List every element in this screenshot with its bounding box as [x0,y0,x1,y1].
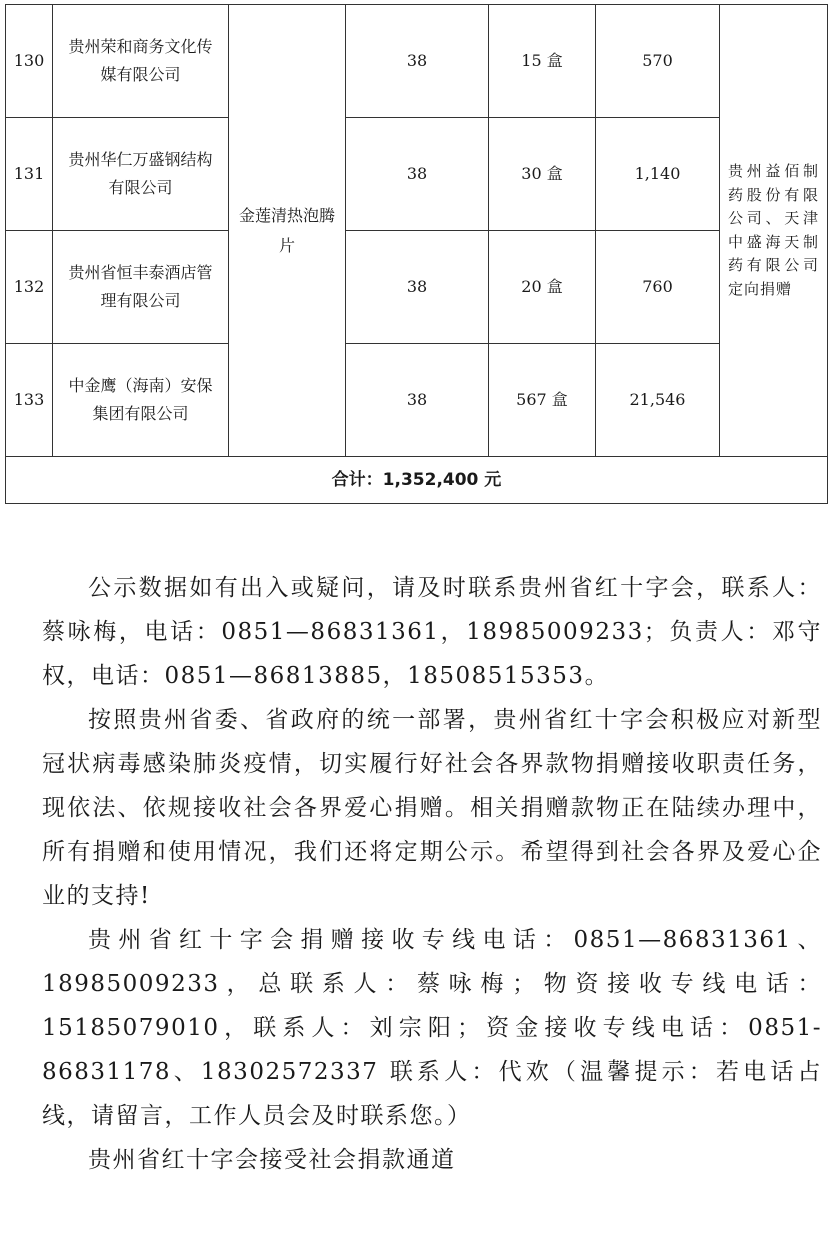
table-row [6,344,828,457]
policy-paragraph: 按照贵州省委、省政府的统一部署，贵州省红十字会积极应对新型冠状病毒感染肺炎疫情，切实履行好社会各界款物捐赠接收职责任务，现依法、依规接收社会各界爱心捐赠。相关捐赠款物正在陆续办理中，所有捐赠和使用情况，我们还将定期公示。希望得到社会各界及爱心企业的支持! [42,707,822,909]
unit-price: 38 [346,5,489,118]
contact-paragraph: 公示数据如有出入或疑问，请及时联系贵州省红十字会，联系人：蔡咏梅，电话：0851—86831361，18985009233；负责人：邓守权，电话：0851—86813885，18508515353。 [42,575,822,689]
donation-table [5,4,828,504]
donor-name: 贵州荣和商务文化传媒有限公司 [53,5,229,118]
unit-price: 38 [346,231,489,344]
donor-name: 贵州省恒丰泰酒店管理有限公司 [53,231,229,344]
hotline-paragraph: 贵州省红十字会捐赠接收专线电话：0851—86831361、18985009233，总联系人：蔡咏梅；物资接收专线电话：15185079010，联系人：刘宗阳；资金接收专线电话：0851-86831178、18302572337 联系人：代欢（温馨提示：若电话占线，请留言，工作人员会及时联系您。） [42,927,822,1129]
amount: 760 [596,231,720,344]
amount: 1,140 [596,118,720,231]
total-amount: 合计：1,352,400 元 [6,457,828,504]
remark: 贵州益佰制药股份有限公司、天津中盛海天制药有限公司定向捐赠 [720,5,828,457]
table-row [6,5,828,118]
row-number: 131 [6,118,53,231]
unit-price: 38 [346,344,489,457]
total-row [6,457,828,504]
donor-name: 中金鹰（海南）安保集团有限公司 [53,344,229,457]
row-number: 130 [6,5,53,118]
item-name: 金莲清热泡腾片 [229,5,346,457]
quantity: 567 盒 [489,344,596,457]
row-number: 133 [6,344,53,457]
table-row [6,231,828,344]
amount: 570 [596,5,720,118]
donor-name: 贵州华仁万盛钢结构有限公司 [53,118,229,231]
quantity: 30 盒 [489,118,596,231]
channel-heading: 贵州省红十字会接受社会捐款通道 [88,1147,456,1173]
unit-price: 38 [346,118,489,231]
table-row [6,118,828,231]
amount: 21,546 [596,344,720,457]
quantity: 20 盒 [489,231,596,344]
row-number: 132 [6,231,53,344]
quantity: 15 盒 [489,5,596,118]
notice-body [42,566,822,1182]
